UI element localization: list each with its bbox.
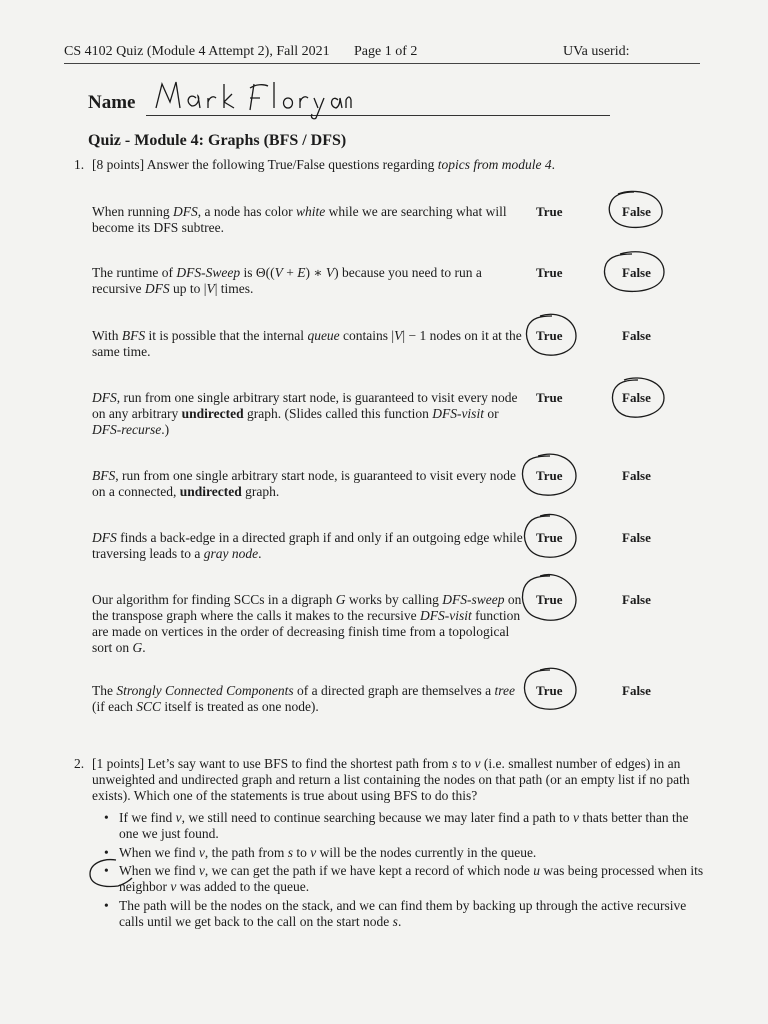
option-3-selected-circle-mark xyxy=(86,856,138,892)
question-2-prompt: [1 points] Let’s say want to use BFS to find the shortest path from s to v (i.e. smallest number of edges) in an unweighted and undirected graph and return a list containing the nodes on that path (or an empty list if no path exists). Which one of the statements is true about using BFS to do this? xyxy=(92,756,690,803)
quiz-title: Quiz - Module 4: Graphs (BFS / DFS) xyxy=(88,132,347,149)
statement-4-false-option[interactable]: False xyxy=(622,390,651,405)
statement-5-true-circle-mark xyxy=(516,450,580,500)
option-3-text[interactable]: When we find v, we can get the path if we have kept a record of which node u was being processed when its neighbor v was added to the queue. xyxy=(119,863,704,894)
option-2-bullet: • xyxy=(104,845,109,860)
statement-5-text: BFS, run from one single arbitrary start node, is guaranteed to visit every node on a connected, undirected graph. xyxy=(92,468,517,499)
statement-1-false-option[interactable]: False xyxy=(622,204,651,219)
statement-2-true-option[interactable]: True xyxy=(536,265,563,280)
statement-8-text: The Strongly Connected Components of a directed graph are themselves a tree (if each SCC itself is treated as one node). xyxy=(92,683,516,714)
course-header: CS 4102 Quiz (Module 4 Attempt 2), Fall 2021 xyxy=(64,44,330,59)
statement-3-true-circle-mark xyxy=(522,310,580,360)
statement-8-false-option[interactable]: False xyxy=(622,683,651,698)
header-rule xyxy=(64,63,700,64)
option-2-text[interactable]: When we find v, the path from s to v will be the nodes currently in the queue. xyxy=(119,845,537,860)
userid-label: UVa userid: xyxy=(563,44,630,59)
statement-2-text: The runtime of DFS-Sweep is Θ((V + E) ∗ V) because you need to run a recursive DFS up to |V| times. xyxy=(92,265,482,296)
statement-6-text: DFS finds a back-edge in a directed graph if and only if an outgoing edge while traversing leads to a gray node. xyxy=(92,530,523,561)
statement-8-true-option[interactable]: True xyxy=(536,683,563,698)
statement-1-true-option[interactable]: True xyxy=(536,204,563,219)
option-1-text[interactable]: If we find v, we still need to continue searching because we may later find a path to v thats better than the one we just found. xyxy=(119,810,689,841)
statement-1-false-circle-mark xyxy=(604,188,666,232)
statement-4-false-circle-mark xyxy=(608,374,668,422)
statement-4-text: DFS, run from one single arbitrary start node, is guaranteed to visit every node on any arbitrary undirected graph. (Slides called this function DFS-visit or DFS-recurse.) xyxy=(92,390,518,437)
statement-7-false-option[interactable]: False xyxy=(622,592,651,607)
statement-3-true-option[interactable]: True xyxy=(536,328,563,343)
statement-6-true-circle-mark xyxy=(520,510,580,564)
option-1-bullet: • xyxy=(104,810,109,825)
statement-3-text: With BFS it is possible that the internal queue contains |V| − 1 nodes on it at the same time. xyxy=(92,328,522,359)
statement-5-false-option[interactable]: False xyxy=(622,468,651,483)
statement-7-text: Our algorithm for finding SCCs in a digraph G works by calling DFS-sweep on the transpose graph where the calls it makes to the recursive DFS-visit function are made on vertices in the order of decreasing finish time from a topological sort on G. xyxy=(92,592,522,655)
statement-2-false-circle-mark xyxy=(600,248,668,296)
option-4-text[interactable]: The path will be the nodes on the stack, and we can find them by backing up through the active recursive calls until we get back to the call on the start node s. xyxy=(119,898,687,929)
question-2-number: 2. xyxy=(74,756,85,771)
statement-7-true-circle-mark xyxy=(518,570,580,628)
handwritten-name-signature xyxy=(152,76,352,120)
question-1-number: 1. xyxy=(74,157,85,172)
statement-7-true-option[interactable]: True xyxy=(536,592,563,607)
option-4-bullet: • xyxy=(104,898,109,913)
question-1-prompt: [8 points] Answer the following True/False questions regarding topics from module 4. xyxy=(92,157,555,172)
statement-6-false-option[interactable]: False xyxy=(622,530,651,545)
statement-6-true-option[interactable]: True xyxy=(536,530,563,545)
statement-2-false-option[interactable]: False xyxy=(622,265,651,280)
statement-4-true-option[interactable]: True xyxy=(536,390,563,405)
statement-5-true-option[interactable]: True xyxy=(536,468,563,483)
statement-1-text: When running DFS, a node has color white while we are searching what will become its DFS subtree. xyxy=(92,204,507,235)
statement-8-true-circle-mark xyxy=(520,664,580,714)
statement-3-false-option[interactable]: False xyxy=(622,328,651,343)
name-label: Name xyxy=(88,92,136,113)
option-3-bullet: • xyxy=(104,863,109,878)
page-number: Page 1 of 2 xyxy=(354,44,418,59)
